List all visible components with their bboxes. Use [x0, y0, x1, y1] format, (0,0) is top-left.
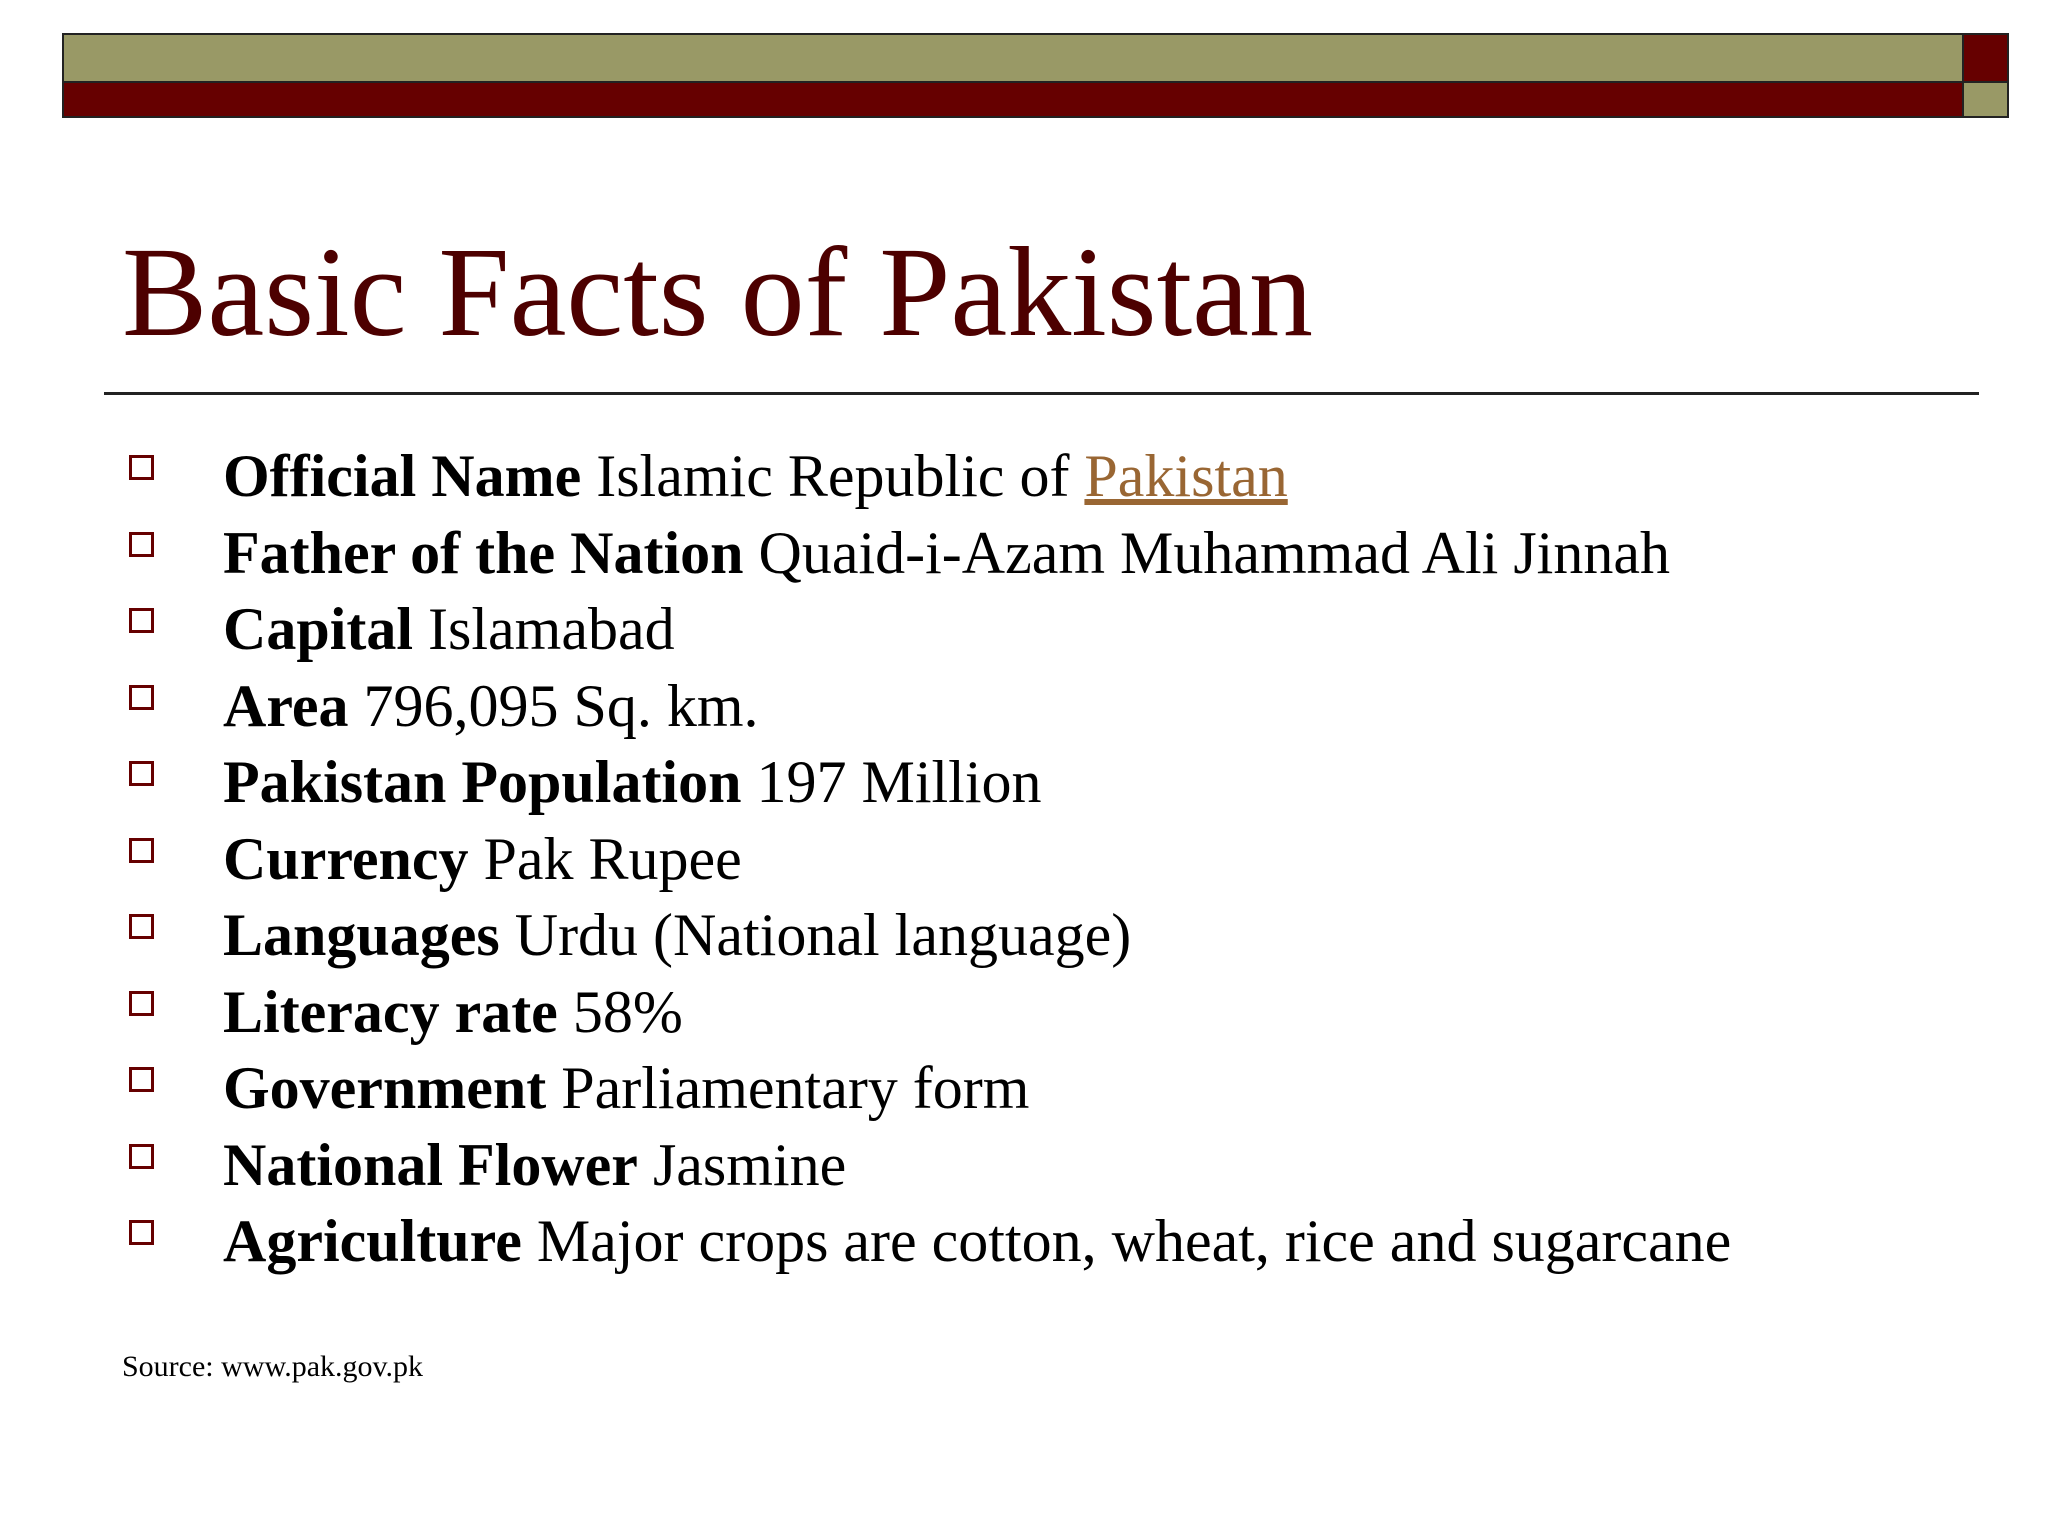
fact-label: Currency	[223, 825, 469, 892]
fact-languages	[126, 897, 1731, 974]
fact-value: Major crops are cotton, wheat, rice and sugarcane	[536, 1208, 1732, 1274]
fact-official-name	[126, 438, 1731, 515]
header-band-olive-stripe	[62, 33, 1964, 83]
fact-value: Pak Rupee	[483, 825, 742, 892]
hollow-square-bullet-icon	[129, 1067, 154, 1092]
fact-label: Capital	[223, 596, 414, 662]
header-corner-maroon-block	[1964, 33, 2009, 83]
pakistan-link[interactable]: Pakistan	[1084, 443, 1288, 509]
slide-title: Basic Facts of Pakistan	[122, 221, 1313, 363]
fact-value: Parliamentary form	[561, 1055, 1030, 1121]
fact-value: Islamabad	[428, 596, 675, 662]
fact-currency	[126, 821, 1731, 898]
fact-label: Official Name	[223, 443, 582, 509]
fact-population	[126, 744, 1731, 821]
header-band-maroon-stripe	[62, 83, 1964, 118]
title-divider	[104, 392, 1979, 395]
header-corner-olive-block	[1964, 83, 2009, 118]
fact-capital	[126, 591, 1731, 668]
fact-label: Government	[223, 1055, 547, 1121]
fact-value: Urdu (National language)	[514, 902, 1132, 968]
fact-label: Agriculture	[223, 1208, 522, 1274]
fact-label: Literacy rate	[223, 978, 558, 1045]
fact-value: 58%	[572, 978, 683, 1045]
fact-label: Pakistan Population	[223, 749, 742, 815]
source-citation: Source: www.pak.gov.pk	[122, 1350, 424, 1383]
fact-label: Area	[223, 672, 349, 739]
hollow-square-bullet-icon	[129, 685, 154, 710]
fact-label: Languages	[223, 902, 500, 968]
fact-national-flower	[126, 1127, 1731, 1204]
fact-value: Islamic Republic of	[596, 443, 1085, 509]
fact-literacy-rate	[126, 974, 1731, 1051]
fact-value: 197 Million	[756, 749, 1042, 815]
fact-father-of-nation	[126, 515, 1731, 592]
fact-government	[126, 1050, 1731, 1127]
fact-agriculture	[126, 1203, 1731, 1280]
hollow-square-bullet-icon	[129, 761, 154, 786]
hollow-square-bullet-icon	[129, 455, 154, 480]
hollow-square-bullet-icon	[129, 914, 154, 939]
hollow-square-bullet-icon	[129, 608, 154, 633]
hollow-square-bullet-icon	[129, 838, 154, 863]
fact-value: Jasmine	[652, 1131, 847, 1198]
fact-label: Father of the Nation	[223, 519, 744, 586]
hollow-square-bullet-icon	[129, 991, 154, 1016]
header-band	[62, 33, 2009, 118]
hollow-square-bullet-icon	[129, 532, 154, 557]
fact-value: Quaid-i-Azam Muhammad Ali Jinnah	[758, 519, 1670, 586]
hollow-square-bullet-icon	[129, 1144, 154, 1169]
facts-list	[126, 438, 1731, 1280]
fact-label: National Flower	[223, 1131, 638, 1198]
hollow-square-bullet-icon	[129, 1220, 154, 1245]
fact-value: 796,095 Sq. km.	[363, 672, 759, 739]
fact-area	[126, 668, 1731, 745]
